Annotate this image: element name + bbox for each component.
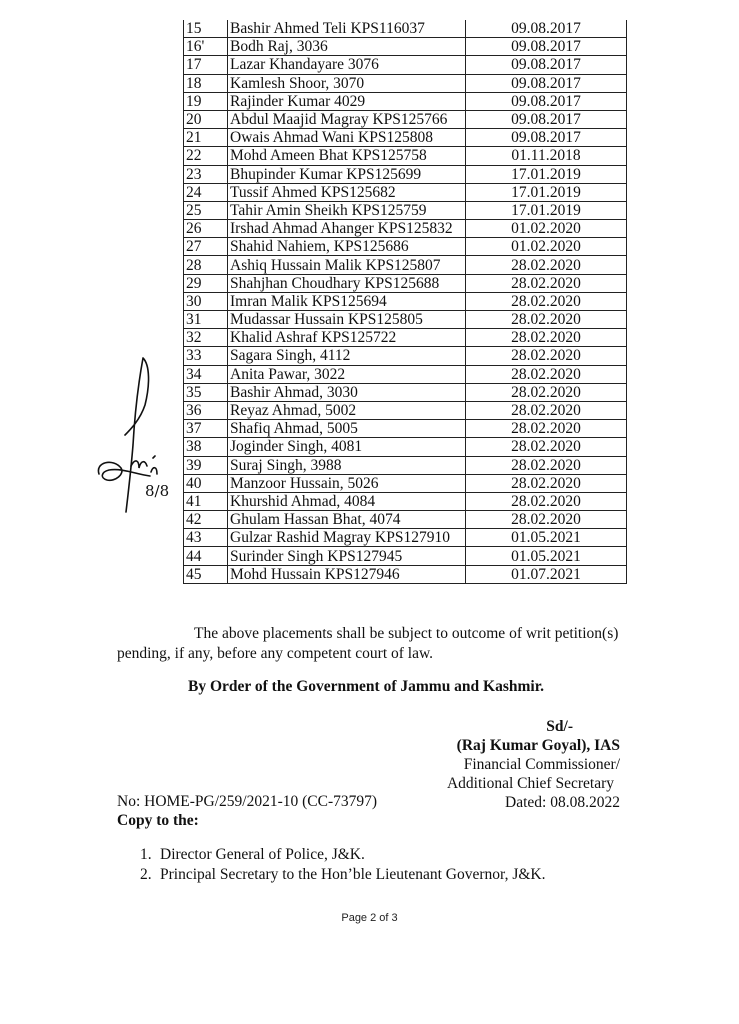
date-cell: 28.02.2020 <box>466 401 627 419</box>
serial-number-cell: 18 <box>184 74 228 92</box>
recipient-item <box>140 865 545 885</box>
table-row <box>184 474 627 492</box>
officer-name-cell: Abdul Maajid Magray KPS125766 <box>228 110 466 128</box>
serial-number-cell: 34 <box>184 365 228 383</box>
date-cell: 17.01.2019 <box>466 165 627 183</box>
serial-number-cell: 38 <box>184 438 228 456</box>
order-line: By Order of the Government of Jammu and Kashmir. <box>188 678 545 695</box>
signatory-title-2: Additional Chief Secretary <box>446 775 614 792</box>
table-row <box>184 547 627 565</box>
serial-number-cell: 39 <box>184 456 228 474</box>
table-row <box>184 329 627 347</box>
serial-number-cell: 37 <box>184 420 228 438</box>
table-row <box>184 220 627 238</box>
serial-number-cell: 43 <box>184 529 228 547</box>
date-cell: 28.02.2020 <box>466 329 627 347</box>
date-cell: 09.08.2017 <box>466 74 627 92</box>
officer-name-cell: Gulzar Rashid Magray KPS127910 <box>228 529 466 547</box>
copy-recipients-list <box>140 845 545 885</box>
date-cell: 28.02.2020 <box>466 383 627 401</box>
officer-name-cell: Tahir Amin Sheikh KPS125759 <box>228 201 466 219</box>
date-cell: 01.02.2020 <box>466 220 627 238</box>
serial-number-cell: 41 <box>184 492 228 510</box>
date-cell: 28.02.2020 <box>466 456 627 474</box>
table-row <box>184 74 627 92</box>
date-cell: 09.08.2017 <box>466 129 627 147</box>
date-cell: 28.02.2020 <box>466 365 627 383</box>
recipient-text: Principal Secretary to the Hon’ble Lieutenant Governor, J&K. <box>160 866 546 883</box>
serial-number-cell: 15 <box>184 20 228 38</box>
copy-to-heading: Copy to the: <box>117 812 199 829</box>
officer-name-cell: Shahjhan Choudhary KPS125688 <box>228 274 466 292</box>
officer-name-cell: Manzoor Hussain, 5026 <box>228 474 466 492</box>
table-row <box>184 347 627 365</box>
table-row <box>184 529 627 547</box>
table-row <box>184 110 627 128</box>
table-row <box>184 292 627 310</box>
table-row <box>184 92 627 110</box>
handwritten-signature <box>95 350 185 520</box>
signatory-title-1: Financial Commissioner/ <box>463 756 620 773</box>
recipient-text: Director General of Police, J&K. <box>160 846 365 863</box>
officer-name-cell: Bhupinder Kumar KPS125699 <box>228 165 466 183</box>
table-row <box>184 511 627 529</box>
placements-table-body <box>184 20 627 583</box>
officer-name-cell: Suraj Singh, 3988 <box>228 456 466 474</box>
paragraph-line-2: pending, if any, before any competent court of law. <box>117 645 434 662</box>
table-row <box>184 383 627 401</box>
officer-name-cell: Reyaz Ahmad, 5002 <box>228 401 466 419</box>
date-cell: 01.11.2018 <box>466 147 627 165</box>
officer-name-cell: Mohd Hussain KPS127946 <box>228 565 466 583</box>
date-cell: 28.02.2020 <box>466 347 627 365</box>
serial-number-cell: 19 <box>184 92 228 110</box>
date-cell: 28.02.2020 <box>466 420 627 438</box>
recipient-number: 2. <box>140 866 152 883</box>
serial-number-cell: 45 <box>184 565 228 583</box>
officer-name-cell: Mudassar Hussain KPS125805 <box>228 311 466 329</box>
table-row <box>184 456 627 474</box>
officer-name-cell: Lazar Khandayare 3076 <box>228 56 466 74</box>
serial-number-cell: 20 <box>184 110 228 128</box>
date-cell: 28.02.2020 <box>466 292 627 310</box>
officer-name-cell: Bashir Ahmad, 3030 <box>228 383 466 401</box>
signature-initials: 8/8 <box>145 482 170 500</box>
date-cell: 17.01.2019 <box>466 183 627 201</box>
table-row <box>184 401 627 419</box>
officer-name-cell: Rajinder Kumar 4029 <box>228 92 466 110</box>
table-row <box>184 56 627 74</box>
date-cell: 28.02.2020 <box>466 438 627 456</box>
serial-number-cell: 25 <box>184 201 228 219</box>
table-row <box>184 274 627 292</box>
officer-name-cell: Kamlesh Shoor, 3070 <box>228 74 466 92</box>
date-cell: 09.08.2017 <box>466 38 627 56</box>
officer-name-cell: Sagara Singh, 4112 <box>228 347 466 365</box>
officer-name-cell: Bodh Raj, 3036 <box>228 38 466 56</box>
date-cell: 09.08.2017 <box>466 56 627 74</box>
serial-number-cell: 29 <box>184 274 228 292</box>
serial-number-cell: 24 <box>184 183 228 201</box>
date-cell: 28.02.2020 <box>466 311 627 329</box>
signatory-name: (Raj Kumar Goyal), IAS <box>456 737 620 754</box>
date-cell: 09.08.2017 <box>466 110 627 128</box>
table-row <box>184 438 627 456</box>
serial-number-cell: 36 <box>184 401 228 419</box>
recipient-item <box>140 845 545 865</box>
serial-number-cell: 22 <box>184 147 228 165</box>
table-row <box>184 38 627 56</box>
officer-name-cell: Bashir Ahmed Teli KPS116037 <box>228 20 466 38</box>
writ-petition-paragraph <box>117 624 637 664</box>
serial-number-cell: 26 <box>184 220 228 238</box>
table-row <box>184 256 627 274</box>
signatory-date: Dated: 08.08.2022 <box>505 794 620 811</box>
serial-number-cell: 44 <box>184 547 228 565</box>
table-row <box>184 565 627 583</box>
serial-number-cell: 23 <box>184 165 228 183</box>
date-cell: 09.08.2017 <box>466 92 627 110</box>
table-row <box>184 201 627 219</box>
officer-name-cell: Tussif Ahmed KPS125682 <box>228 183 466 201</box>
officer-name-cell: Owais Ahmad Wani KPS125808 <box>228 129 466 147</box>
table-row <box>184 311 627 329</box>
serial-number-cell: 30 <box>184 292 228 310</box>
date-cell: 01.05.2021 <box>466 529 627 547</box>
serial-number-cell: 33 <box>184 347 228 365</box>
officer-name-cell: Anita Pawar, 3022 <box>228 365 466 383</box>
officer-name-cell: Imran Malik KPS125694 <box>228 292 466 310</box>
officer-name-cell: Khurshid Ahmad, 4084 <box>228 492 466 510</box>
date-cell: 17.01.2019 <box>466 201 627 219</box>
table-row <box>184 365 627 383</box>
serial-number-cell: 21 <box>184 129 228 147</box>
officer-name-cell: Shafiq Ahmad, 5005 <box>228 420 466 438</box>
table-row <box>184 238 627 256</box>
table-row <box>184 492 627 510</box>
officer-name-cell: Khalid Ashraf KPS125722 <box>228 329 466 347</box>
table-row <box>184 165 627 183</box>
officer-name-cell: Mohd Ameen Bhat KPS125758 <box>228 147 466 165</box>
recipient-number: 1. <box>140 846 152 863</box>
officer-name-cell: Joginder Singh, 4081 <box>228 438 466 456</box>
officer-name-cell: Shahid Nahiem, KPS125686 <box>228 238 466 256</box>
officer-name-cell: Ghulam Hassan Bhat, 4074 <box>228 511 466 529</box>
serial-number-cell: 17 <box>184 56 228 74</box>
serial-number-cell: 42 <box>184 511 228 529</box>
placements-table <box>183 20 627 584</box>
table-row <box>184 147 627 165</box>
serial-number-cell: 35 <box>184 383 228 401</box>
sd-mark: Sd/- <box>546 718 573 735</box>
date-cell: 28.02.2020 <box>466 474 627 492</box>
serial-number-cell: 40 <box>184 474 228 492</box>
signatory-block <box>440 717 620 812</box>
serial-number-cell: 16' <box>184 38 228 56</box>
officer-name-cell: Surinder Singh KPS127945 <box>228 547 466 565</box>
table-row <box>184 20 627 38</box>
serial-number-cell: 28 <box>184 256 228 274</box>
date-cell: 28.02.2020 <box>466 511 627 529</box>
reference-number: No: HOME-PG/259/2021-10 (CC-73797) <box>117 793 378 810</box>
officer-name-cell: Ashiq Hussain Malik KPS125807 <box>228 256 466 274</box>
table-row <box>184 183 627 201</box>
placements-table-container <box>183 20 626 584</box>
serial-number-cell: 31 <box>184 311 228 329</box>
serial-number-cell: 32 <box>184 329 228 347</box>
date-cell: 28.02.2020 <box>466 274 627 292</box>
serial-number-cell: 27 <box>184 238 228 256</box>
date-cell: 09.08.2017 <box>466 20 627 38</box>
date-cell: 28.02.2020 <box>466 492 627 510</box>
paragraph-line-1: The above placements shall be subject to outcome of writ petition(s) <box>194 625 619 642</box>
date-cell: 01.05.2021 <box>466 547 627 565</box>
date-cell: 28.02.2020 <box>466 256 627 274</box>
date-cell: 01.07.2021 <box>466 565 627 583</box>
table-row <box>184 129 627 147</box>
date-cell: 01.02.2020 <box>466 238 627 256</box>
officer-name-cell: Irshad Ahmad Ahanger KPS125832 <box>228 220 466 238</box>
page-number-footer: Page 2 of 3 <box>341 912 398 924</box>
table-row <box>184 420 627 438</box>
